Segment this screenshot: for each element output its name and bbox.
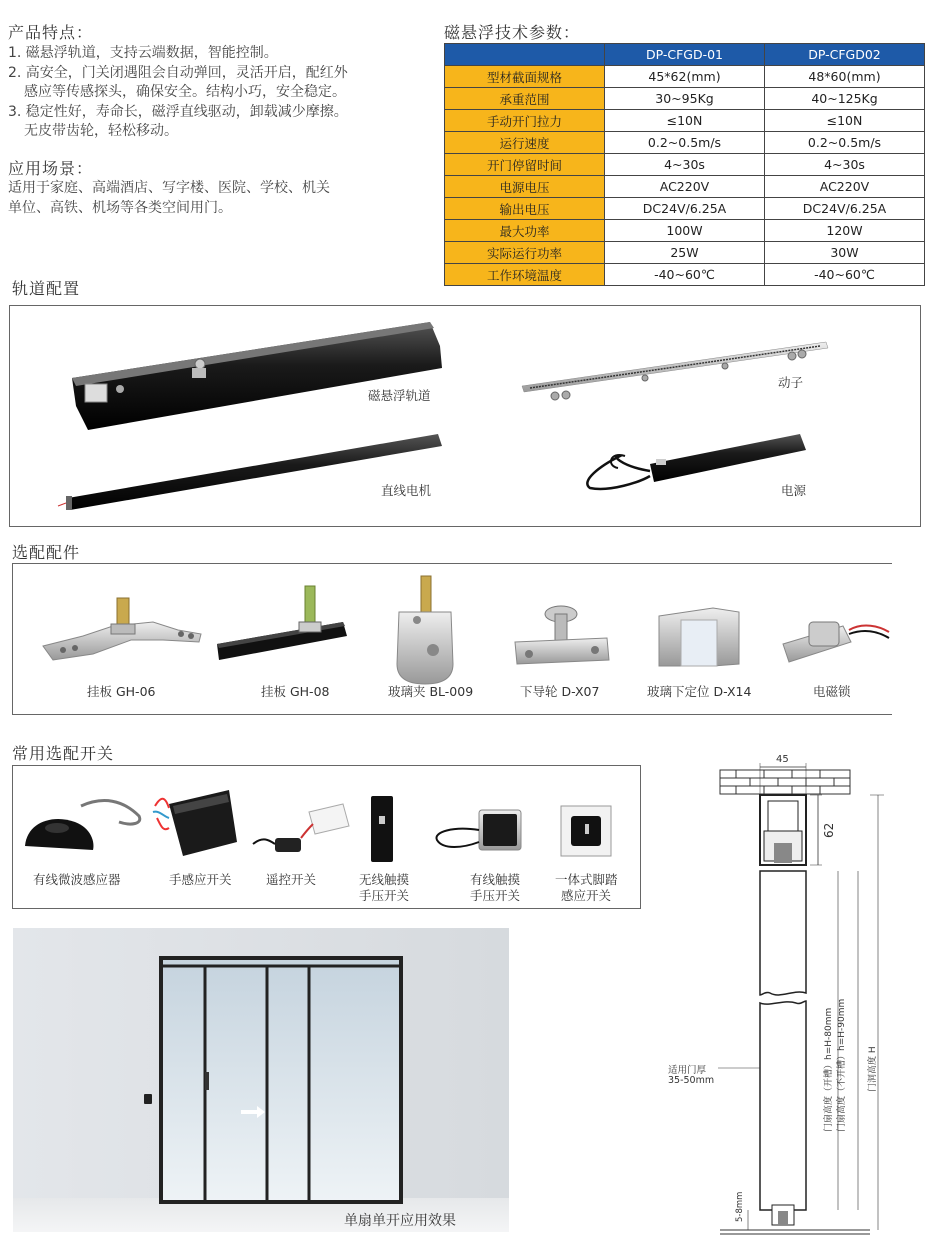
application-photo: [13, 928, 509, 1232]
glass-locator-image: [659, 608, 739, 666]
leaf-height-slot: 门扇高度（开槽）h=H-80mm: [824, 1007, 834, 1132]
spec-row: [445, 264, 925, 286]
spec-value-cell: 0.2~0.5m/s: [765, 132, 925, 154]
feature-line: 无皮带齿轮，轻松移动。: [24, 123, 178, 139]
spec-label-cell: 实际运行功率: [445, 242, 605, 264]
wireless-touch-switch-image: [371, 796, 393, 862]
track-panel: [9, 305, 921, 527]
ceiling-brick: [720, 770, 850, 794]
track-caption: 电源: [781, 483, 807, 498]
floor-gap: 5-8mm: [735, 1191, 745, 1222]
spec-label-cell: 承重范围: [445, 88, 605, 110]
photo-caption: 单扇单开应用效果: [344, 1213, 456, 1229]
door-leaf: [760, 871, 806, 1210]
application-line: 单位、高铁、机场等各类空间用门。: [8, 200, 232, 216]
spec-label-cell: 开门停留时间: [445, 154, 605, 176]
spec-label-cell: 手动开门拉力: [445, 110, 605, 132]
accessories-heading: 选配配件: [12, 543, 81, 562]
track-heading: 轨道配置: [12, 279, 81, 298]
accessories-panel: [12, 563, 892, 715]
spec-value-cell: 48*60(mm): [765, 66, 925, 88]
spec-row: [445, 132, 925, 154]
spec-label-cell: 工作环境温度: [445, 264, 605, 286]
switch-caption: 手压开关: [359, 888, 410, 903]
application-heading: 应用场景：: [8, 159, 94, 178]
accessory-caption: 挂板 GH-08: [261, 684, 330, 699]
glass-door: [161, 958, 401, 1202]
wired-touch-switch-image: [436, 810, 521, 850]
switches-heading: 常用选配开关: [12, 744, 115, 763]
spec-label-cell: 最大功率: [445, 220, 605, 242]
specs-heading: 磁悬浮技术参数：: [444, 23, 581, 42]
door-thickness-value: 35-50mm: [668, 1075, 715, 1086]
spec-label-cell: 型材截面规格: [445, 66, 605, 88]
switches-panel: [12, 765, 641, 909]
switch-illustrations: [13, 766, 642, 910]
spec-value-cell: 30W: [765, 242, 925, 264]
switch-caption: 手感应开关: [169, 872, 232, 887]
accessory-caption: 电磁锁: [813, 684, 851, 699]
spec-model-header: DP-CFGD02: [765, 44, 925, 66]
spec-value-cell: 0.2~0.5m/s: [605, 132, 765, 154]
spec-value-cell: DC24V/6.25A: [765, 198, 925, 220]
door-thickness-label: 适用门厚: [668, 1065, 707, 1076]
rotor-image: [522, 342, 828, 400]
electromagnetic-lock-image: [783, 622, 889, 662]
guide-wheel-image: [515, 606, 609, 664]
switch-caption: 有线微波感应器: [33, 872, 121, 887]
wall-switch-icon: [144, 1094, 152, 1104]
spec-row: [445, 154, 925, 176]
height-dimension: 62: [822, 822, 836, 838]
power-supply-image: [587, 434, 806, 489]
spec-value-cell: -40~60℃: [765, 264, 925, 286]
track-caption: 动子: [778, 375, 804, 390]
spec-value-cell: -40~60℃: [605, 264, 765, 286]
feature-line: 1. 磁悬浮轨道，支持云端数据，智能控制。: [8, 45, 278, 61]
spec-value-cell: 100W: [605, 220, 765, 242]
hanger-plate-gh08-image: [217, 586, 347, 660]
spec-value-cell: 120W: [765, 220, 925, 242]
spec-value-cell: 40~125Kg: [765, 88, 925, 110]
spec-row: [445, 242, 925, 264]
remote-switch-image: [253, 804, 349, 852]
accessory-caption: 玻璃夹 BL-009: [388, 684, 474, 699]
accessory-caption: 下导轮 D-X07: [520, 684, 600, 699]
spec-header-row: [445, 44, 925, 66]
spec-row: [445, 110, 925, 132]
maglev-track-image: [72, 322, 442, 430]
spec-row: [445, 66, 925, 88]
spec-value-cell: AC220V: [605, 176, 765, 198]
track-caption: 直线电机: [381, 483, 432, 498]
switch-caption: 手压开关: [470, 888, 521, 903]
feature-line: 2. 高安全，门关闭遇阻会自动弹回，灵活开启，配红外: [8, 65, 348, 81]
spec-table: [444, 43, 925, 286]
spec-corner-cell: [445, 44, 605, 66]
microwave-sensor-image: [25, 801, 140, 850]
spec-row: [445, 198, 925, 220]
switch-caption: 无线触摸: [359, 872, 410, 887]
spec-label-cell: 运行速度: [445, 132, 605, 154]
track-profile: [760, 795, 806, 865]
application-line: 适用于家庭、高端酒店、写字楼、医院、学校、机关: [8, 180, 330, 196]
track-caption: 磁悬浮轨道: [368, 388, 431, 403]
opening-height: 门洞高度 H: [868, 1046, 878, 1092]
spec-label-cell: 电源电压: [445, 176, 605, 198]
switch-caption: 一体式脚踏: [555, 872, 618, 887]
hand-sensor-switch-image: [153, 790, 237, 856]
foot-sensor-switch-image: [561, 806, 611, 856]
spec-row: [445, 220, 925, 242]
width-dimension: 45: [776, 754, 789, 765]
switch-caption: 遥控开关: [266, 872, 317, 887]
spec-value-cell: AC220V: [765, 176, 925, 198]
spec-value-cell: 30~95Kg: [605, 88, 765, 110]
accessory-caption: 玻璃下定位 D-X14: [647, 684, 752, 699]
switch-caption: 有线触摸: [470, 872, 521, 887]
spec-row: [445, 176, 925, 198]
spec-row: [445, 88, 925, 110]
glass-clamp-image: [397, 576, 453, 684]
features-heading: 产品特点：: [8, 23, 94, 42]
spec-label-cell: 输出电压: [445, 198, 605, 220]
leaf-height-noslot: 门扇高度（不开槽）h=H-90mm: [837, 998, 847, 1132]
spec-value-cell: 25W: [605, 242, 765, 264]
spec-value-cell: 4~30s: [605, 154, 765, 176]
spec-value-cell: 45*62(mm): [605, 66, 765, 88]
feature-line: 3. 稳定性好，寿命长，磁浮直线驱动，卸载减少摩擦。: [8, 104, 348, 120]
spec-value-cell: ≤10N: [605, 110, 765, 132]
feature-line: 感应等传感探头，确保安全。结构小巧，安全稳定。: [24, 84, 346, 100]
installation-drawing: [640, 745, 930, 1245]
hanger-plate-gh06-image: [43, 598, 201, 660]
spec-value-cell: DC24V/6.25A: [605, 198, 765, 220]
spec-value-cell: ≤10N: [765, 110, 925, 132]
spec-model-header: DP-CFGD-01: [605, 44, 765, 66]
switch-caption: 感应开关: [561, 888, 612, 903]
accessory-caption: 挂板 GH-06: [87, 684, 156, 699]
spec-value-cell: 4~30s: [765, 154, 925, 176]
